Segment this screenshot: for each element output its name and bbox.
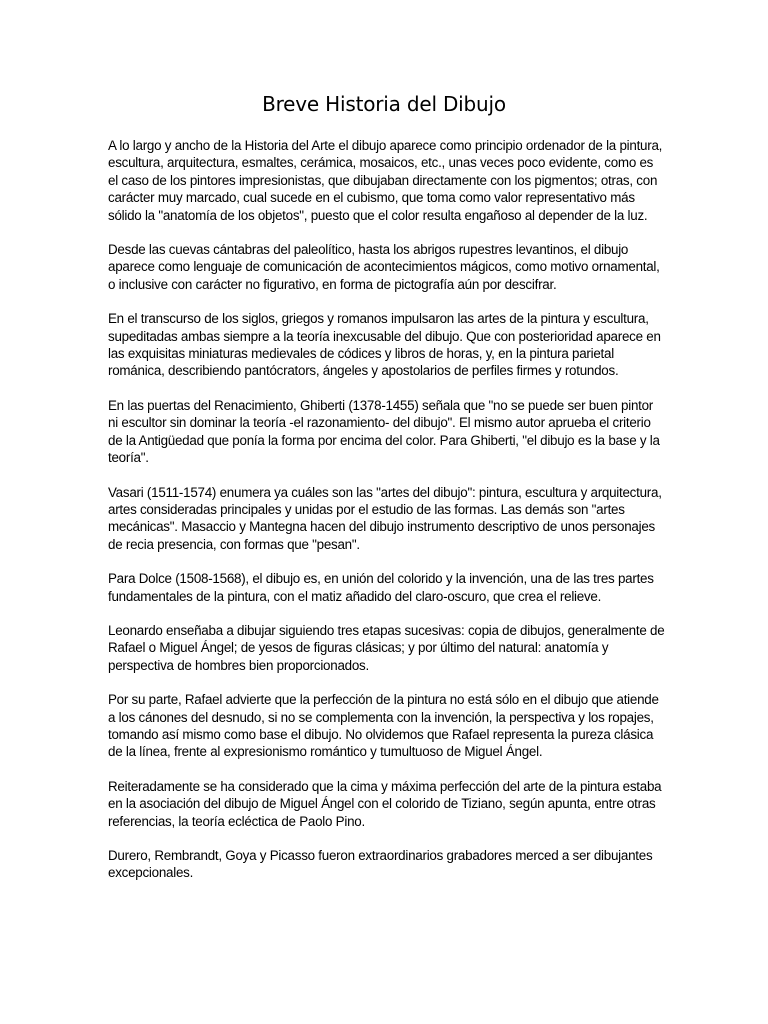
document-body bbox=[108, 137, 665, 899]
paragraph: Leonardo enseñaba a dibujar siguiendo tres etapas sucesivas: copia de dibujos, generalmente de Rafael o Miguel Ángel; de yesos de figuras clásicas; y por último del natural: anatomía y perspectiva de hombres bien proporcionados. bbox=[108, 622, 665, 673]
paragraph: Durero, Rembrandt, Goya y Picasso fueron extraordinarios grabadores merced a ser dibujantes excepcionales. bbox=[108, 848, 653, 881]
document-title: Breve Historia del Dibujo bbox=[262, 92, 506, 116]
paragraph: Para Dolce (1508-1568), el dibujo es, en unión del colorido y la invención, una de las tres partes fundamentales de la pintura, con el matiz añadido del claro-oscuro, que crea el relieve. bbox=[108, 571, 654, 604]
paragraph: Vasari (1511-1574) enumera ya cuáles son las "artes del dibujo": pintura, escultura y arquitectura, artes consideradas principales y unidas por el estudio de las formas. Las demás son "artes mecánicas". Masaccio y Mantegna hacen del dibujo instrumento descriptivo de unos personajes de recia presencia, con formas que "pesan". bbox=[108, 484, 662, 552]
paragraph: Desde las cuevas cántabras del paleolítico, hasta los abrigos rupestres levantinos, el dibujo aparece como lenguaje de comunicación de acontecimientos mágicos, como motivo ornamental, o inclusive con carácter no figurativo, en forma de pictografía aún por descifrar. bbox=[108, 242, 660, 292]
paragraph: Reiteradamente se ha considerado que la cima y máxima perfección del arte de la pintura estaba en la asociación del dibujo de Miguel Ángel con el colorido de Tiziano, según apunta, entre otras referencias, la teoría ecléctica de Paolo Pino. bbox=[108, 778, 662, 829]
paragraph: Por su parte, Rafael advierte que la perfección de la pintura no está sólo en el dibujo que atiende a los cánones del desnudo, si no se complementa con la invención, la perspectiva y los ropajes, tomando así mismo como base el dibujo. No olvidemos que Rafael representa la pureza clásica de la línea, frente al expresionismo romántico y tumultuoso de Miguel Ángel. bbox=[108, 692, 659, 760]
paragraph: A lo largo y ancho de la Historia del Arte el dibujo aparece como principio ordenador de la pintura, escultura, arquitectura, esmaltes, cerámica, mosaicos, etc., unas veces poco evidente, como es el caso de los pintores impresionistas, que dibujaban directamente con los pigmentos; otras, con carácter muy marcado, cual sucede en el cubismo, que toma como valor representativo más sólido la "anatomía de los objetos", puesto que el color resulta engañoso al depender de la luz. bbox=[108, 138, 663, 223]
paragraph: En el transcurso de los siglos, griegos y romanos impulsaron las artes de la pintura y escultura, supeditadas ambas siempre a la teoría inexcusable del dibujo. Que con posterioridad aparece en las exquisitas miniaturas medievales de códices y libros de horas, y, en la pintura parietal románica, describiendo pantócrators, ángeles y apostolarios de perfiles firmes y rotundos. bbox=[108, 311, 661, 379]
paragraph: En las puertas del Renacimiento, Ghiberti (1378-1455) señala que "no se puede ser buen pintor ni escultor sin dominar la teoría -el razonamiento- del dibujo". El mismo autor aprueba el criterio de la Antigüedad que ponía la forma por encima del color. Para Ghiberti, "el dibujo es la base y la teoría". bbox=[108, 397, 660, 466]
